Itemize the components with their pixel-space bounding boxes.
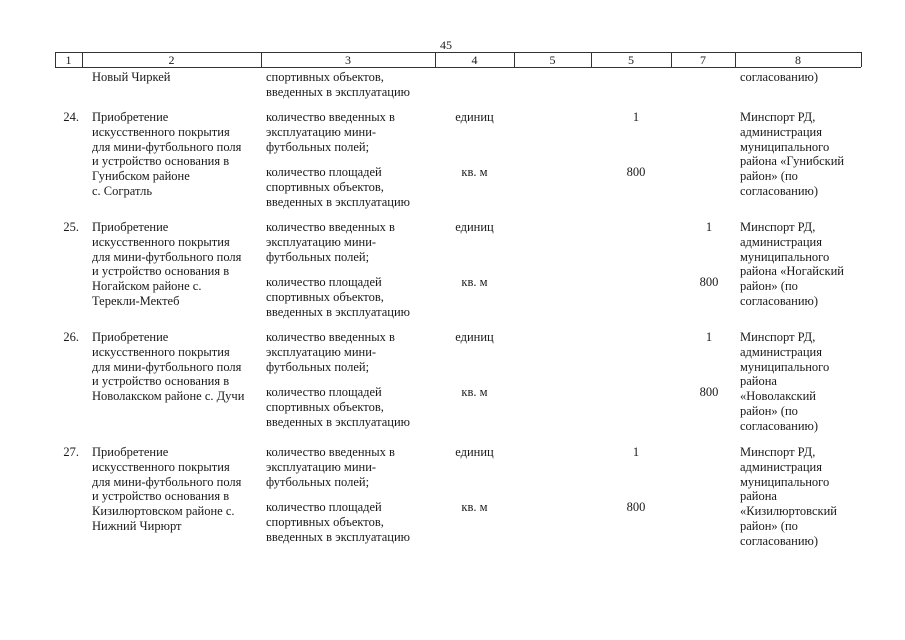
row-indicator-area: количество площадей	[266, 385, 382, 399]
row-name: и устройство основания в	[92, 264, 230, 279]
row-number: 27.	[63, 445, 79, 459]
row-name: и устройство основания в	[92, 154, 230, 169]
header-cell: 5	[628, 53, 634, 67]
row-name: искусственного покрытия	[92, 459, 230, 474]
row-name: Кизилюртовском районе с.	[92, 504, 235, 519]
continuation-indicator: введенных в эксплуатацию	[266, 84, 410, 99]
header-cell: 5	[549, 53, 556, 67]
row-name: Гунибском районе	[92, 169, 190, 184]
row-responsible: согласованию)	[740, 418, 819, 433]
row-indicator-area: введенных в эксплуатацию	[266, 414, 410, 429]
row-responsible: согласованию)	[740, 294, 819, 308]
row-name: с. Согратль	[92, 184, 153, 198]
row-indicator-count: эксплуатацию мини-	[266, 234, 377, 249]
row-responsible: муниципального	[740, 139, 830, 154]
row-unit-area: кв. м	[461, 275, 488, 289]
row-responsible: район» (по	[740, 279, 798, 294]
header-cell: 7	[700, 53, 706, 67]
row-responsible: муниципального	[740, 249, 830, 264]
row-col7-count: 1	[705, 220, 713, 234]
row-responsible: администрация	[740, 344, 822, 359]
row-responsible: «Кизилюртовский	[740, 504, 837, 519]
row-indicator-count: футбольных полей;	[266, 474, 370, 489]
table-header-bottom-rule	[55, 67, 861, 68]
row-name: для мини-футбольного поля	[92, 359, 242, 374]
row-indicator-count: футбольных полей;	[266, 249, 370, 264]
row-name: Приобретение	[92, 220, 169, 234]
row-indicator-count: количество введенных в	[266, 220, 395, 234]
row-responsible: район» (по	[740, 169, 798, 184]
row-responsible: района «Гунибский	[740, 154, 845, 169]
header-cell: 4	[471, 53, 478, 67]
row-name: и устройство основания в	[92, 374, 230, 389]
row-name: Приобретение	[92, 110, 169, 124]
row-col5-count: 1	[632, 110, 640, 124]
row-unit-count: единиц	[455, 445, 494, 459]
row-number: 24.	[63, 110, 79, 124]
row-indicator-count: количество введенных в	[266, 330, 395, 344]
row-col5-area: 800	[626, 500, 646, 514]
row-responsible: района	[740, 489, 777, 504]
row-indicator-count: эксплуатацию мини-	[266, 124, 377, 139]
row-responsible: Минспорт РД,	[740, 220, 816, 234]
row-col7-area: 800	[699, 385, 719, 399]
row-indicator-count: количество введенных в	[266, 110, 395, 124]
row-name: Приобретение	[92, 445, 169, 459]
row-unit-count: единиц	[455, 220, 494, 234]
row-name: Приобретение	[92, 330, 169, 344]
row-name: Нижний Чирюрт	[92, 519, 182, 533]
row-col5-area: 800	[626, 165, 646, 179]
row-responsible: район» (по	[740, 519, 798, 533]
row-indicator-count: эксплуатацию мини-	[266, 459, 377, 474]
row-name: искусственного покрытия	[92, 344, 230, 359]
row-unit-area: кв. м	[461, 500, 488, 514]
row-name: Ногайском районе с.	[92, 279, 202, 294]
header-cell: 8	[795, 53, 801, 67]
row-responsible: администрация	[740, 124, 822, 139]
row-responsible: согласованию)	[740, 533, 819, 548]
row-indicator-area: количество площадей	[266, 500, 382, 514]
row-indicator-count: эксплуатацию мини-	[266, 344, 377, 359]
row-number: 25.	[63, 220, 79, 234]
row-indicator-area: введенных в эксплуатацию	[266, 529, 410, 544]
row-name: для мини-футбольного поля	[92, 139, 242, 154]
row-unit-area: кв. м	[461, 385, 488, 399]
row-name: искусственного покрытия	[92, 124, 230, 139]
row-responsible: района	[740, 374, 777, 389]
row-name: для мини-футбольного поля	[92, 249, 242, 264]
row-name: для мини-футбольного поля	[92, 474, 242, 489]
row-responsible: администрация	[740, 459, 822, 474]
row-name: Терекли-Мектеб	[92, 294, 180, 308]
row-indicator-area: спортивных объектов,	[266, 179, 384, 194]
row-col5-count: 1	[632, 445, 640, 459]
row-name: и устройство основания в	[92, 489, 230, 504]
header-cell: 3	[345, 53, 351, 67]
row-indicator-area: спортивных объектов,	[266, 289, 384, 304]
row-indicator-area: введенных в эксплуатацию	[266, 304, 410, 319]
row-indicator-count: количество введенных в	[266, 445, 395, 459]
row-responsible: района «Ногайский	[740, 264, 844, 279]
row-name: искусственного покрытия	[92, 234, 230, 249]
row-responsible: муниципального	[740, 359, 830, 374]
row-name: Новолакском районе с. Дучи	[92, 389, 245, 404]
page-number: 45	[440, 38, 452, 52]
row-unit-area: кв. м	[461, 165, 488, 179]
continuation-responsible: согласованию)	[740, 70, 819, 84]
row-indicator-area: введенных в эксплуатацию	[266, 194, 410, 209]
header-cell: 1	[65, 53, 72, 67]
row-unit-count: единиц	[455, 330, 494, 344]
row-number: 26.	[63, 330, 79, 344]
row-indicator-count: футбольных полей;	[266, 139, 370, 154]
row-indicator-area: спортивных объектов,	[266, 399, 384, 414]
row-indicator-count: футбольных полей;	[266, 359, 370, 374]
row-responsible: муниципального	[740, 474, 830, 489]
row-responsible: «Новолакский	[740, 389, 816, 404]
continuation-indicator: спортивных объектов,	[266, 70, 384, 84]
row-unit-count: единиц	[455, 110, 494, 124]
header-column-divider	[861, 52, 862, 67]
header-cell: 2	[168, 53, 175, 67]
row-col7-area: 800	[699, 275, 719, 289]
row-responsible: администрация	[740, 234, 822, 249]
row-responsible: Минспорт РД,	[740, 330, 816, 344]
row-indicator-area: количество площадей	[266, 165, 382, 179]
row-indicator-area: количество площадей	[266, 275, 382, 289]
row-indicator-area: спортивных объектов,	[266, 514, 384, 529]
continuation-name: Новый Чиркей	[92, 70, 171, 84]
row-col7-count: 1	[705, 330, 713, 344]
row-responsible: район» (по	[740, 404, 798, 418]
row-responsible: согласованию)	[740, 184, 819, 198]
row-responsible: Минспорт РД,	[740, 445, 816, 459]
row-responsible: Минспорт РД,	[740, 110, 816, 124]
